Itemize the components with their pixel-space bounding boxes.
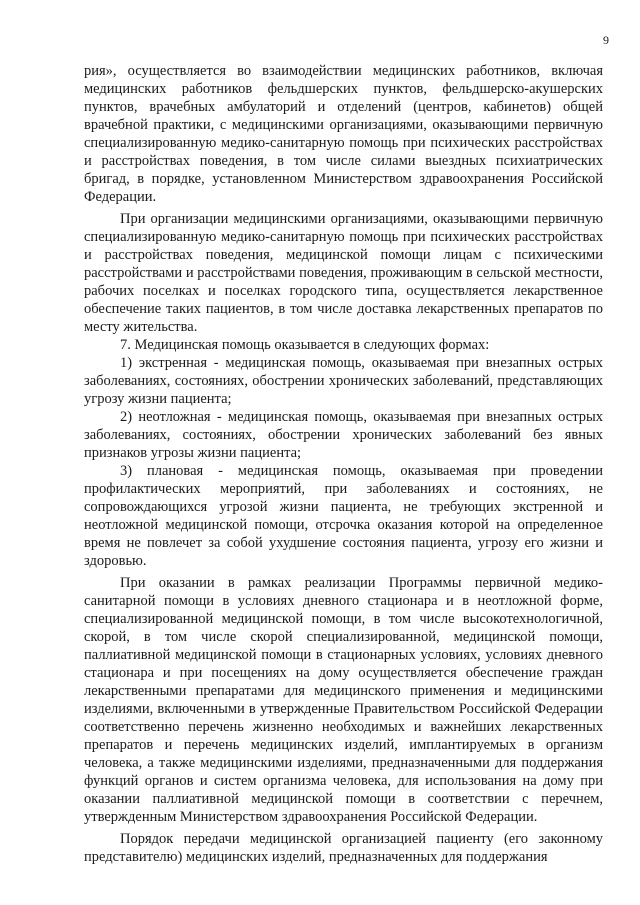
page-number: 9 — [603, 33, 609, 47]
paragraph-section-7-heading: 7. Медицинская помощь оказывается в следующих формах: — [120, 337, 490, 353]
paragraph-device-transfer: Порядок передачи медицинской организацией пациенту (его законному представителю) медицинских изделий, предназначенных для поддержания — [84, 831, 603, 865]
paragraph-drug-provision: При оказании в рамках реализации Программы первичной медико-санитарной помощи в условиях дневного стационара и в неотложной форме, специализированной медицинской помощи, в том числе высокотехнологичной, скорой, в том числе скорой специализированной, медицинской помощи, паллиативной медицинской помощи в стационарных условиях, условиях дневного стационара и при посещениях на дому осуществляется обеспечение граждан лекарственными препаратами для медицинского применения и медицинскими изделиями, включенными в утвержденные Правительством Российской Федерации соответственно перечень жизненно необходимых и важнейших лекарственных препаратов и перечень медицинских изделий, имплантируемых в организм человека, а также медицинскими изделиями, предназначенными для поддержания функций органов и систем организма человека, для использования на дому при оказании паллиативной медицинской помощи в соответствии с перечнем, утвержденным Министерством здравоохранения Российской Федерации. — [84, 575, 603, 825]
paragraph-form-planned: 3) плановая - медицинская помощь, оказываемая при проведении профилактических мероприятий, при заболеваниях и состояниях, не сопровождающихся угрозой жизни пациента, не требующих экстренной и неотложной медицинской помощи, отсрочка оказания которой на определенное время не повлечет за собой ухудшение состояния пациента, угрозу его жизни и здоровью. — [84, 463, 603, 569]
paragraph-form-urgent: 2) неотложная - медицинская помощь, оказываемая при внезапных острых заболеваниях, состояниях, обострении хронических заболеваний без явных признаков угрозы жизни пациента; — [84, 409, 603, 461]
paragraph-continuation: рия», осуществляется во взаимодействии медицинских работников, включая медицинских работников фельдшерских пунктов, фельдшерско-акушерских пунктов, врачебных амбулаторий и отделений (центров, кабинетов) общей врачебной практики, с медицинскими организациями, оказывающими первичную специализированную медико-санитарную помощь при психических расстройствах и расстройствах поведения, в том числе силами выездных психиатрических бригад, в порядке, установленном Министерством здравоохранения Российской Федерации. — [84, 63, 603, 205]
body-text — [84, 62, 603, 866]
paragraph-form-emergency: 1) экстренная - медицинская помощь, оказываемая при внезапных острых заболеваниях, состояниях, обострении хронических заболеваний, представляющих угрозу жизни пациента; — [84, 355, 603, 407]
paragraph-rural-drug-supply: При организации медицинскими организациями, оказывающими первичную специализированную медико-санитарную помощь при психических расстройствах и расстройствах поведения, медицинской помощи лицам с психическими расстройствами и расстройствами поведения, проживающим в сельской местности, рабочих поселках и поселках городского типа, осуществляется лекарственное обеспечение таких пациентов, в том числе доставка лекарственных препаратов по месту жительства. — [84, 211, 603, 335]
